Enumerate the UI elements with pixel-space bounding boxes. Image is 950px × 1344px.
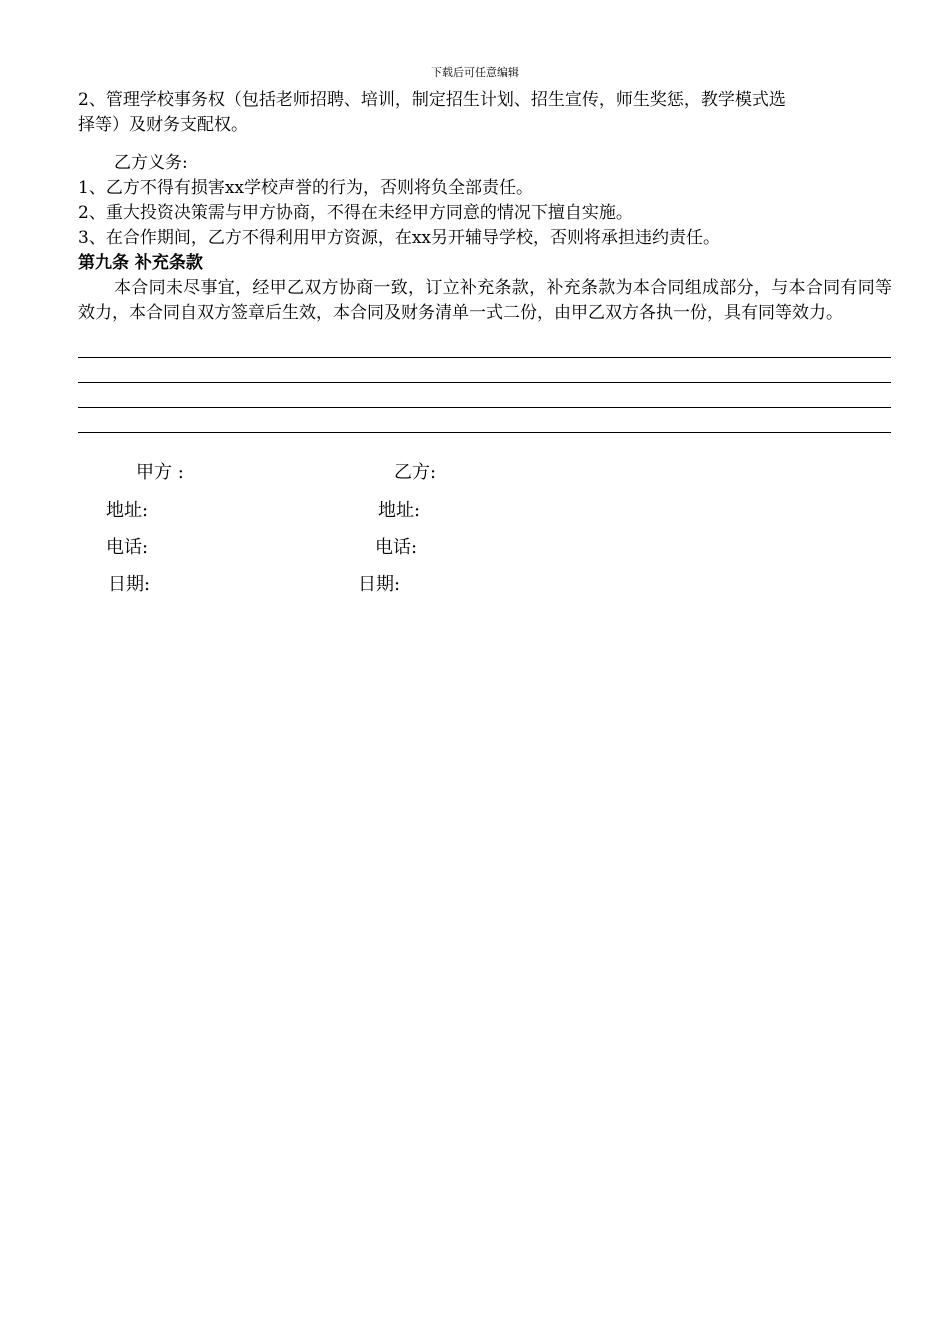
duty-item-3: 3、在合作期间，乙方不得利用甲方资源，在xx另开辅导学校，否则将承担违约责任。: [78, 228, 720, 248]
contract-body: [78, 88, 892, 326]
party-b-label: 乙方:: [394, 462, 437, 483]
article-9-body: 本合同未尽事宜，经甲乙双方协商一致，订立补充条款，补充条款为本合同组成部分，与本合同有同等效力，本合同自双方签章后生效，本合同及财务清单一式二份，由甲乙双方各执一份，具有同等效力。: [78, 278, 892, 323]
duty-item-1: 1、乙方不得有损害xx学校声誉的行为，否则将负全部责任。: [78, 178, 533, 198]
party-a-phone-label: 电话:: [106, 537, 149, 558]
right-item-2-line2: 择等）及财务支配权。: [78, 115, 248, 135]
party-b-duties-title: 乙方义务:: [114, 153, 188, 173]
fill-in-line: [78, 432, 891, 433]
party-b-phone-label: 电话:: [375, 537, 418, 558]
fill-in-line: [78, 407, 891, 408]
party-a-label: 甲方 :: [136, 462, 184, 483]
article-9-heading: 第九条 补充条款: [78, 253, 203, 273]
right-item-2-line1: 2、管理学校事务权（包括老师招聘、培训，制定招生计划、招生宣传，师生奖惩，教学模式选: [78, 90, 786, 110]
party-b-address-label: 地址:: [378, 500, 421, 521]
party-a-address-label: 地址:: [106, 500, 149, 521]
fill-in-line: [78, 357, 891, 358]
fill-in-line: [78, 382, 891, 383]
duty-item-2: 2、重大投资决策需与甲方协商，不得在未经甲方同意的情况下擅自实施。: [78, 203, 633, 223]
header-note: 下载后可任意编辑: [431, 66, 519, 79]
party-a-date-label: 日期:: [108, 574, 151, 595]
party-b-date-label: 日期:: [358, 574, 401, 595]
